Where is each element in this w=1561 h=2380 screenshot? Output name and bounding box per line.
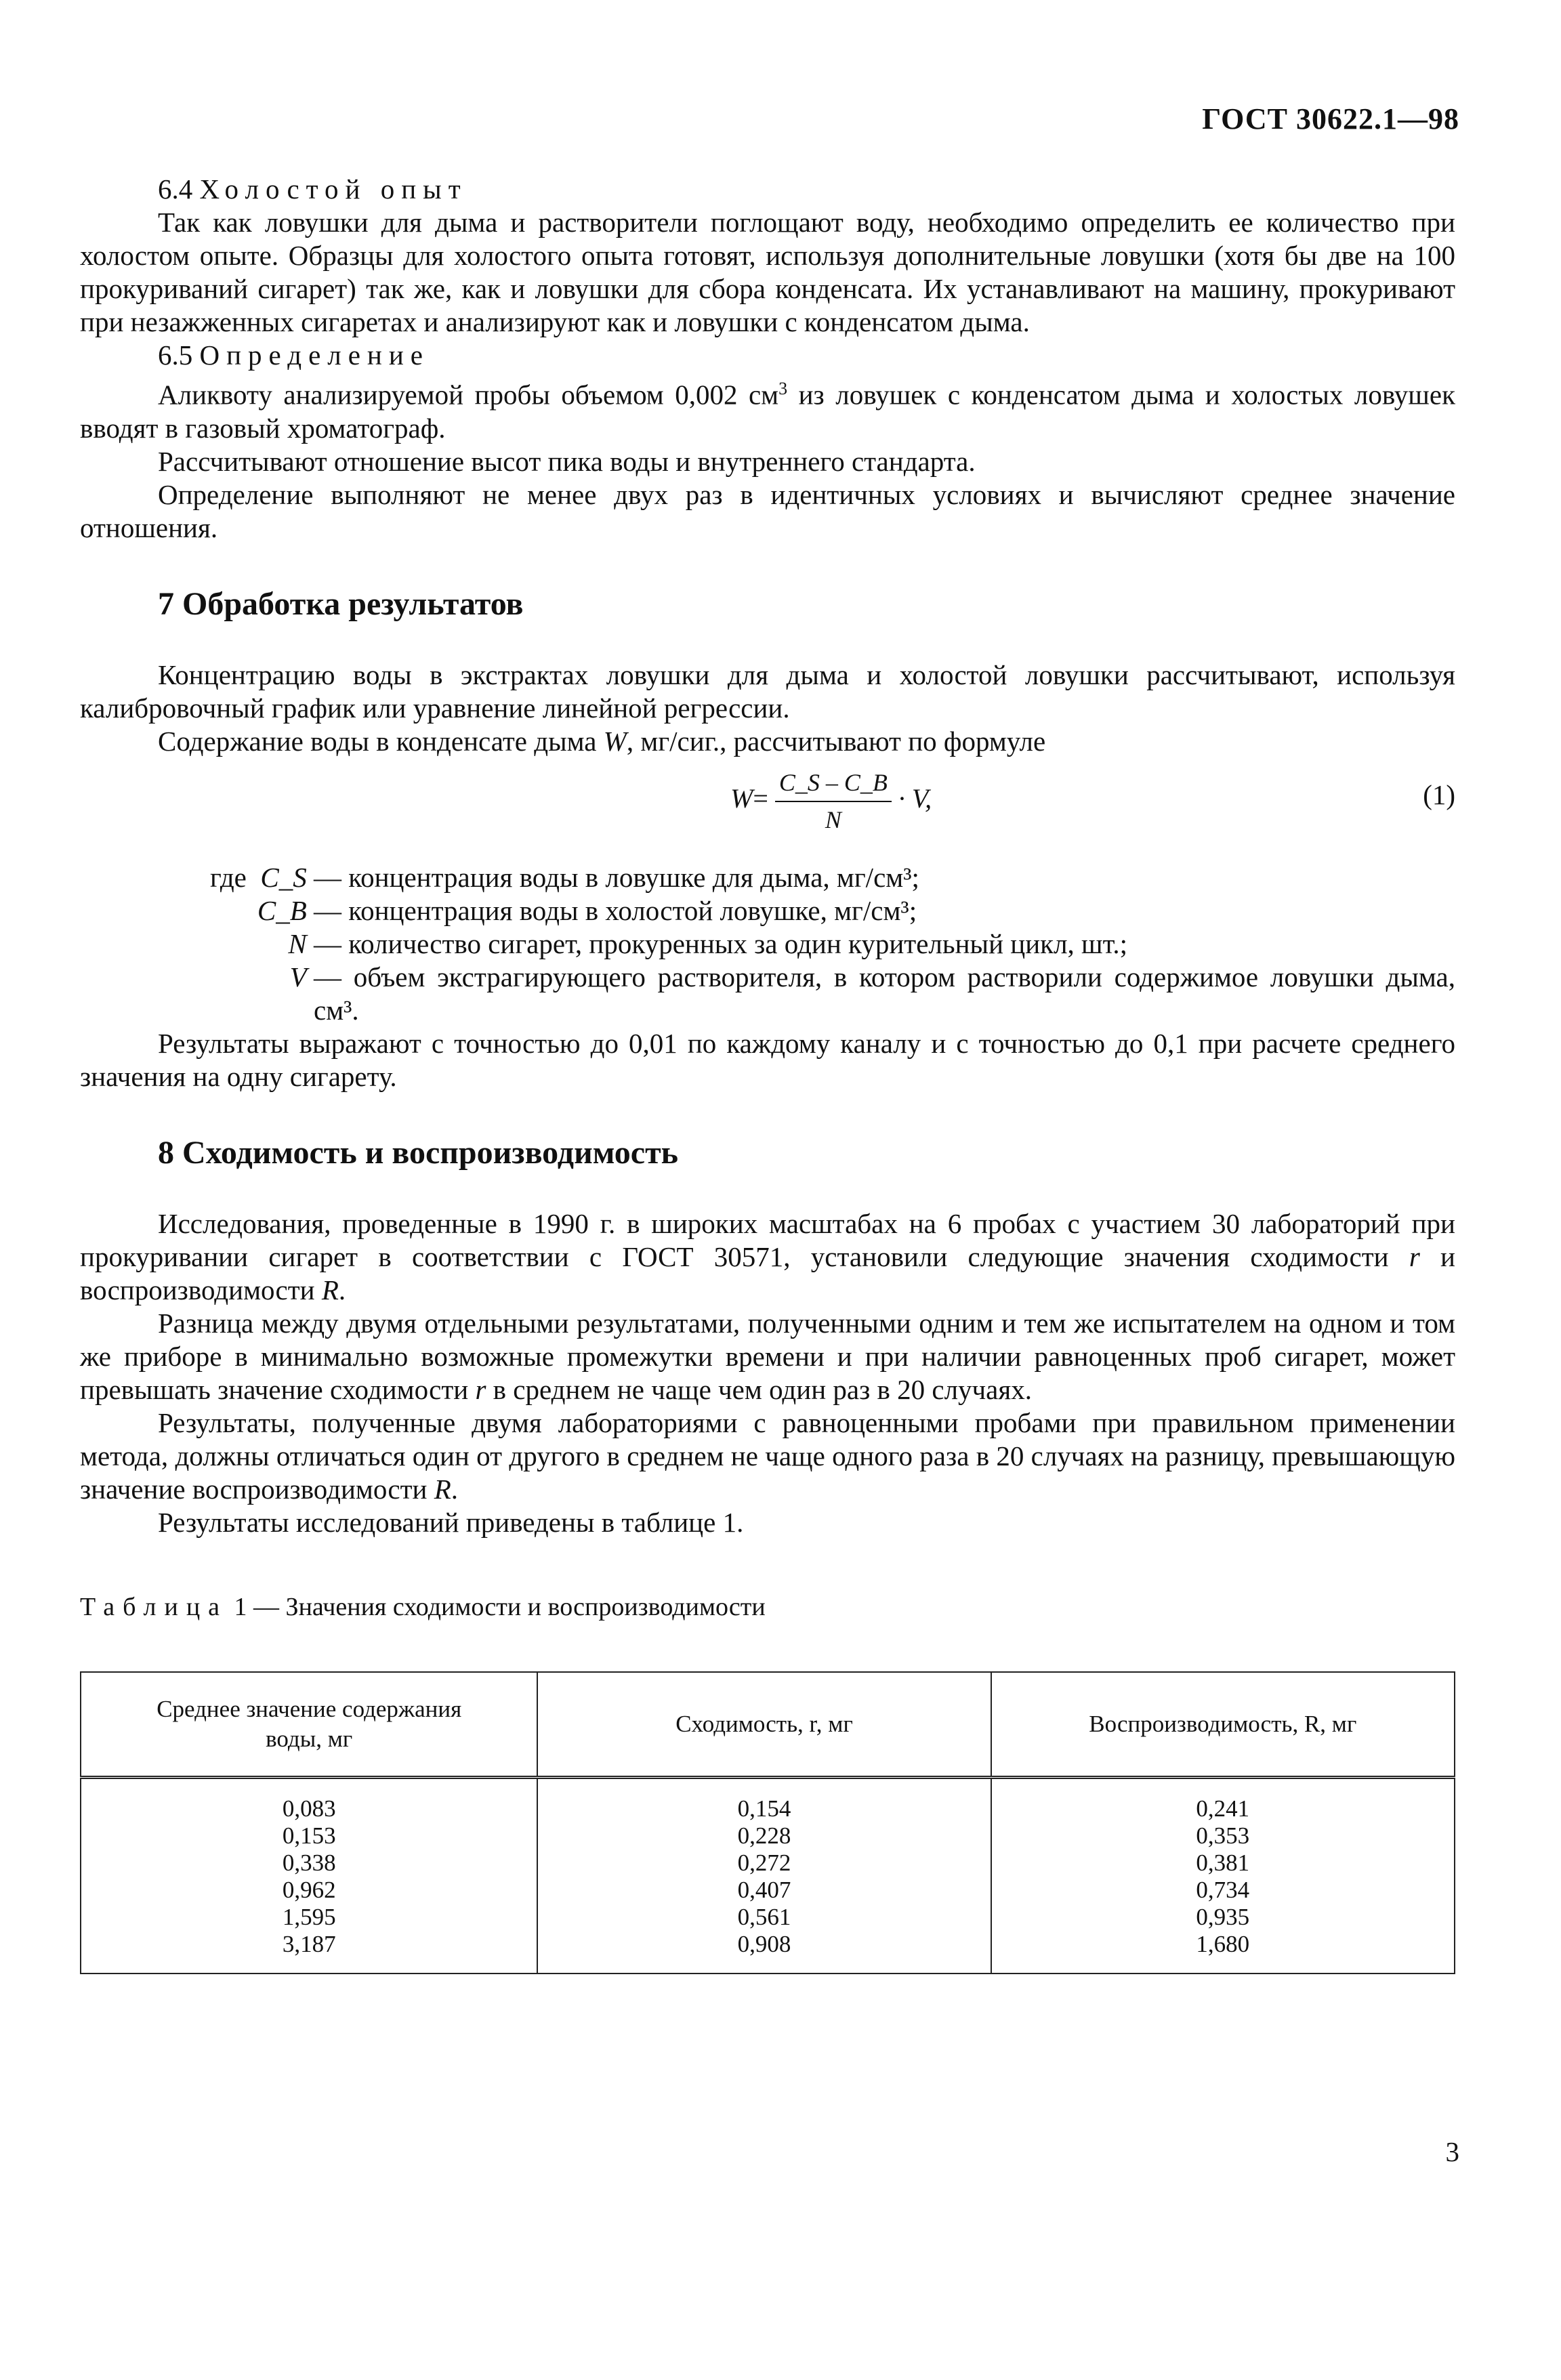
page-number: 3 xyxy=(1445,2136,1459,2167)
formula-block xyxy=(80,764,1455,845)
table-header-cell: Воспроизводимость, R, мг xyxy=(991,1672,1455,1778)
definition-row: V — объем экстрагирующего растворителя, в котором растворили содержимое ловушки дыма, см³. xyxy=(289,961,1455,1026)
paragraph: Исследования, проведенные в 1990 г. в широких масштабах на 6 пробах с участием 30 лабораторий при прокуривании сигарет в соответствии с ГОСТ 30571, установили следующие значения сходимости r и воспроизводимости R. xyxy=(80,1207,1455,1306)
paragraph: Рассчитывают отношение высот пика воды и внутреннего стандарта. xyxy=(158,445,976,477)
table-caption: Таблица 1 — Значения сходимости и воспроизводимости xyxy=(80,1592,766,1621)
section-number: 6.4 xyxy=(158,173,193,205)
document-code: ГОСТ 30622.1—98 xyxy=(1202,102,1459,135)
variable-definitions xyxy=(80,861,1455,1027)
paragraph: Результаты, полученные двумя лабораториями с равноценными пробами при правильном применении метода, должны отличаться один от другого в среднем не чаще одного раза в 20 случаях на разницу, превышающую значение воспроизводимости R. xyxy=(80,1406,1455,1505)
table-row xyxy=(81,1777,1455,1974)
section-7-heading: 7 Обработка результатов xyxy=(158,585,524,622)
table-header-cell: Сходимость, r, мг xyxy=(537,1672,991,1778)
table-header-cell: Среднее значение содержания воды, мг xyxy=(81,1672,537,1778)
paragraph: Результаты выражают с точностью до 0,01 по каждому каналу и с точностью до 0,1 при расчете среднего значения на одну сигарету. xyxy=(80,1027,1455,1092)
document-body xyxy=(80,173,1455,1974)
paragraph: Определение выполняют не менее двух раз в идентичных условиях и вычисляют среднее значение отношения. xyxy=(80,478,1455,543)
section-8-heading: 8 Сходимость и воспроизводимость xyxy=(158,1134,679,1171)
results-table xyxy=(80,1671,1455,1974)
section-title: Определение xyxy=(199,339,430,371)
section-title: Холостой опыт xyxy=(199,173,467,205)
formula: W= $\frac{C\_S - C\_B}{N}$ · V, xyxy=(730,766,932,837)
definition-row: N — количество сигарет, прокуренных за один курительный цикл, шт.; xyxy=(288,927,1128,959)
section-6-4-title xyxy=(80,173,1455,206)
paragraph: Концентрацию воды в экстрактах ловушки для дыма и холостой ловушки рассчитывают, используя калибровочный график или уравнение линейной регрессии. xyxy=(80,659,1455,724)
table-cell-reproducibility: 0,241 0,353 0,381 0,734 0,935 1,680 xyxy=(991,1777,1455,1974)
section-number: 6.5 xyxy=(158,339,193,371)
table-cell-mean: 0,083 0,153 0,338 0,962 1,595 3,187 xyxy=(81,1777,537,1974)
paragraph: Аликвоту анализируемой пробы объемом 0,002 $см^3$ из ловушек с конденсатом дыма и холостых ловушек вводят в газовый хроматограф. xyxy=(80,379,1455,444)
paragraph: Так как ловушки для дыма и растворители поглощают воду, необходимо определить ее количество при холостом опыте. Образцы для холостого опыта готовят, используя дополнительные ловушки (хотя бы две на 100 прокуриваний сигарет) так же, как и ловушки для сбора конденсата. Их устанавливают на машину, прокуривают при незажженных сигаретах и анализируют как и ловушки с конденсатом дыма. xyxy=(80,207,1455,337)
paragraph: Разница между двумя отдельными результатами, полученными одним и тем же испытателем на одном и том же приборе в минимально возможные промежутки времени и при наличии равноценных проб сигарет, может превышать значение сходимости r в среднем не чаще чем один раз в 20 случаях. xyxy=(80,1307,1455,1405)
formula-number: (1) xyxy=(1423,778,1455,810)
table-cell-repeatability: 0,154 0,228 0,272 0,407 0,561 0,908 xyxy=(537,1777,991,1974)
section-6-5-title xyxy=(80,339,1455,372)
table-header-row xyxy=(81,1672,1455,1778)
paragraph: Содержание воды в конденсате дыма W, мг/сиг., рассчитывают по формуле xyxy=(158,725,1046,757)
definition-row: C_B — концентрация воды в холостой ловушке, мг/см³; xyxy=(257,894,917,926)
definition-row: где C_S — концентрация воды в ловушке для дыма, мг/см³; xyxy=(210,861,919,893)
paragraph: Результаты исследований приведены в таблице 1. xyxy=(158,1506,744,1538)
